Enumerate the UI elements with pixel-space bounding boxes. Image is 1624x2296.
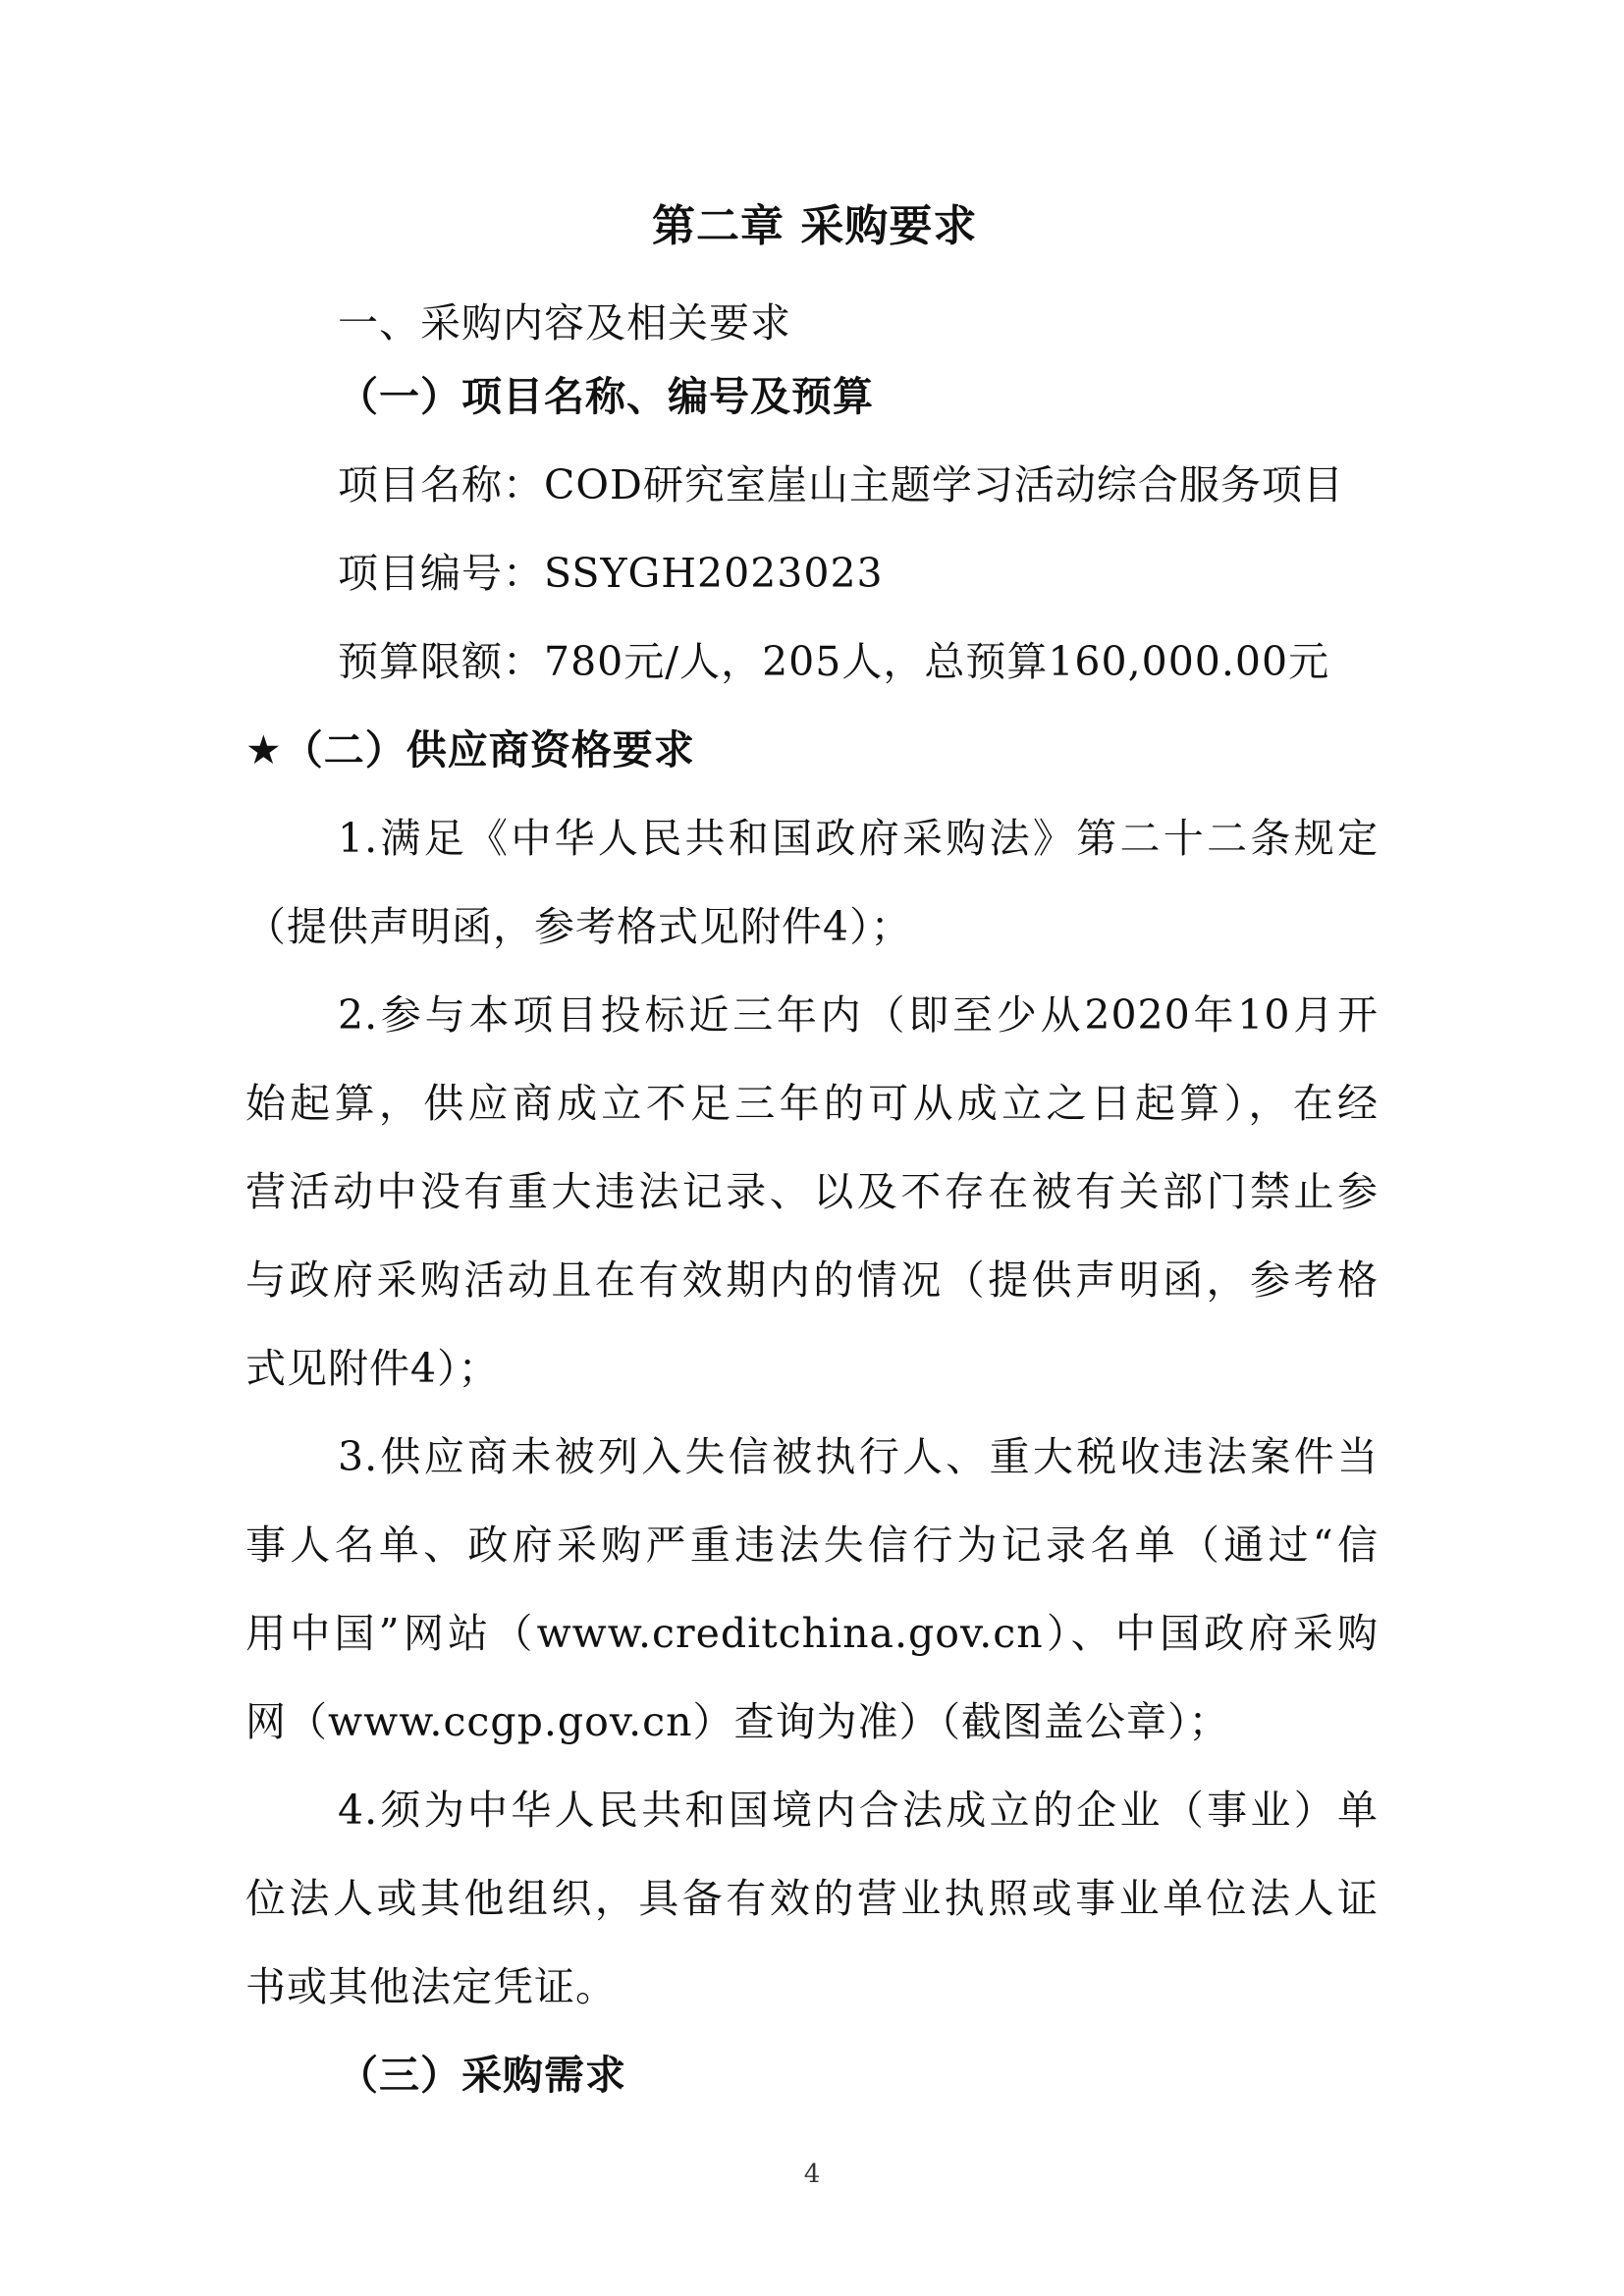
requirement-2-line-2: 始起算，供应商成立不足三年的可从成立之日起算），在经 — [245, 1080, 1379, 1127]
requirement-4-line-3: 书或其他法定凭证。 — [245, 1963, 617, 2010]
requirement-4-line-2: 位法人或其他组织，具备有效的营业执照或事业单位法人证 — [245, 1875, 1379, 1922]
requirement-2-line-3: 营活动中没有重大违法记录、以及不存在被有关部门禁止参 — [245, 1168, 1379, 1215]
subsection-heading-3: （三）采购需求 — [338, 2052, 626, 2099]
requirement-3-line-2: 事人名单、政府采购严重违法失信行为记录名单（通过“信 — [245, 1522, 1379, 1569]
requirement-1-line-1: 1.满足《中华人民共和国政府采购法》第二十二条规定 — [338, 815, 1379, 862]
requirement-3-line-3: 用中国”网站（www.creditchina.gov.cn）、中国政府采购 — [245, 1610, 1379, 1657]
requirement-2-line-5: 式见附件4）； — [245, 1345, 500, 1392]
project-name: 项目名称：COD研究室崖山主题学习活动综合服务项目 — [338, 461, 1344, 508]
requirement-1-line-2: （提供声明函，参考格式见附件4）； — [245, 903, 912, 950]
subsection-heading-2: ★（二）供应商资格要求 — [245, 726, 695, 774]
requirement-4-line-1: 4.须为中华人民共和国境内合法成立的企业（事业）单 — [338, 1787, 1379, 1834]
chapter-title: 第二章 采购要求 — [652, 201, 978, 251]
project-number: 项目编号：SSYGH2023023 — [338, 550, 884, 597]
requirement-2-line-4: 与政府采购活动且在有效期内的情况（提供声明函，参考格 — [245, 1256, 1379, 1304]
subsection-heading-1: （一）项目名称、编号及预算 — [338, 373, 874, 420]
requirement-2-line-1: 2.参与本项目投标近三年内（即至少从2020年10月开 — [338, 991, 1379, 1039]
requirement-3-line-1: 3.供应商未被列入失信被执行人、重大税收违法案件当 — [338, 1433, 1379, 1480]
budget-line: 预算限额：780元/人，205人，总预算160,000.00元 — [338, 638, 1330, 685]
requirement-3-line-4: 网（www.ccgp.gov.cn）查询为准）（截图盖公章）； — [245, 1698, 1230, 1745]
section-heading: 一、采购内容及相关要求 — [338, 299, 791, 347]
page-number: 4 — [803, 2160, 821, 2189]
